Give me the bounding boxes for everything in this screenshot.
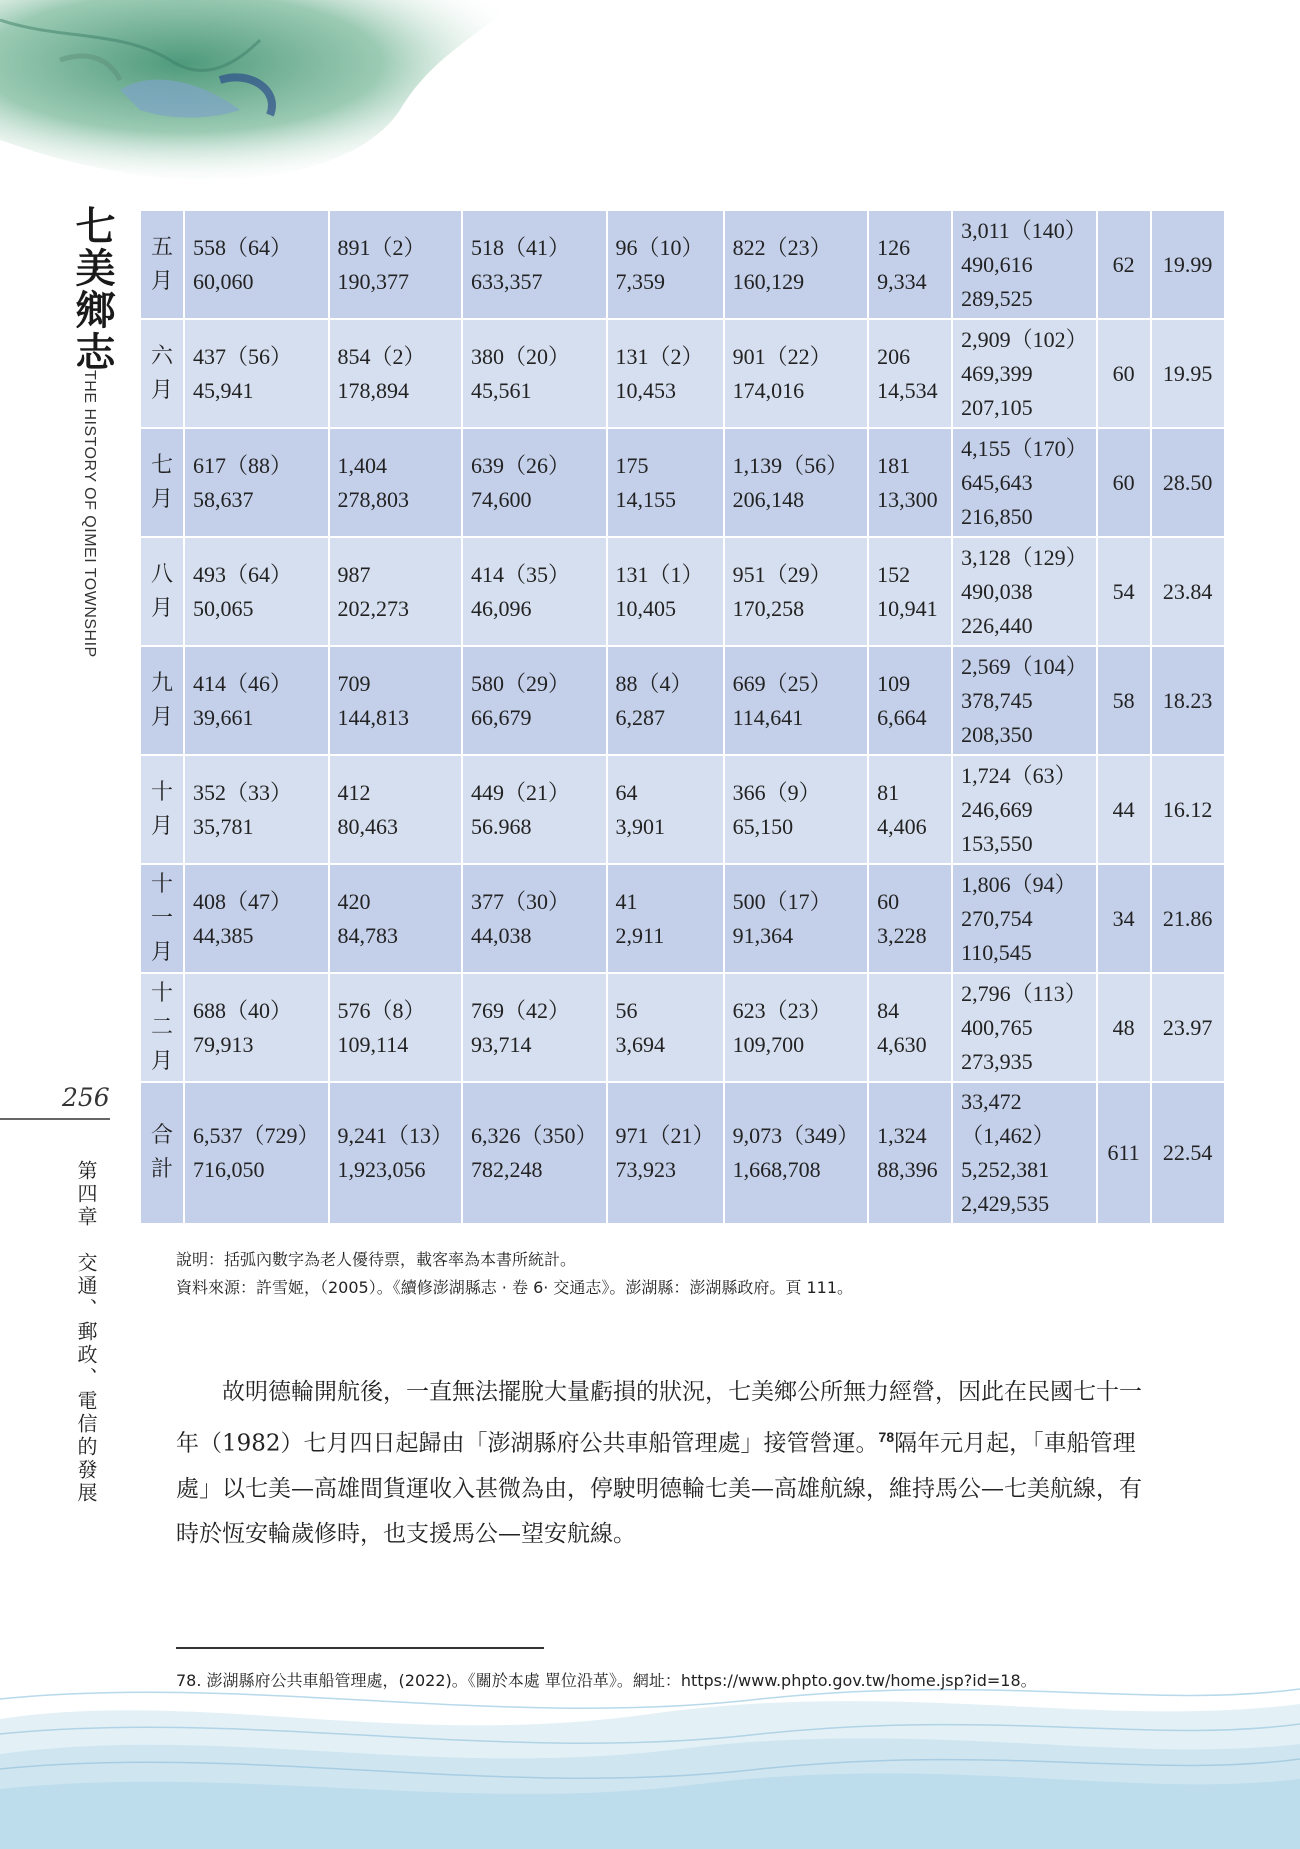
cell-value: 13,300	[877, 486, 938, 512]
table-cell: 54	[1097, 537, 1151, 646]
cell-value: 378,745	[961, 687, 1033, 713]
cell-value: 10,453	[615, 377, 677, 403]
cell-value: 56.968	[471, 813, 532, 839]
cell-value: 366（9）	[732, 779, 821, 805]
cell-value: 6,287	[615, 704, 666, 730]
table-cell	[607, 864, 724, 973]
cell-value: 3,128（129）	[961, 544, 1088, 570]
cell-value: 437（56）	[193, 343, 293, 369]
cell-value: 420	[337, 888, 371, 914]
table-notes	[176, 1246, 853, 1302]
table-cell	[607, 428, 724, 537]
cell-value: 14,155	[615, 486, 677, 512]
cell-value: 91,364	[732, 922, 794, 948]
cell-value: 39,661	[193, 704, 254, 730]
cell-value: 278,803	[337, 486, 410, 512]
cell-value: 518（41）	[471, 234, 571, 260]
cell-value: 6,664	[877, 704, 927, 730]
table-cell	[607, 319, 724, 428]
table-cell: 23.84	[1151, 537, 1225, 646]
cell-value: 639（26）	[471, 452, 571, 478]
cell-value: 891（2）	[337, 234, 426, 260]
cell-value: 6,326（350）	[471, 1123, 598, 1148]
cell-value: 2,911	[615, 922, 665, 948]
cell-value: 131（2）	[615, 343, 704, 369]
cell-value: 96（10）	[615, 234, 704, 260]
cell-value: 81	[877, 779, 900, 805]
table-cell	[607, 1082, 724, 1224]
cell-value: 58,637	[193, 486, 254, 512]
cell-value: 181	[877, 452, 911, 478]
cell-value: 45,941	[193, 377, 254, 403]
table-cell: 23.97	[1151, 973, 1225, 1082]
cell-value: 9,073（349）	[732, 1123, 860, 1148]
cell-value: 782,248	[471, 1157, 543, 1182]
cell-value: 174,016	[732, 377, 805, 403]
cell-value: 7,359	[615, 268, 666, 294]
cell-value: 60,060	[193, 268, 254, 294]
cell-value: 645,643	[961, 469, 1033, 495]
table-cell	[462, 428, 607, 537]
cell-value: 206,148	[732, 486, 805, 512]
cell-value: 9,334	[877, 268, 927, 294]
table-row	[140, 210, 1225, 319]
table-cell	[868, 864, 952, 973]
cell-value: 1,139（56）	[732, 452, 849, 478]
table-cell: 48	[1097, 973, 1151, 1082]
table-cell	[329, 428, 463, 537]
table-cell	[329, 1082, 463, 1224]
cell-value: 414（46）	[193, 670, 293, 696]
cell-value: 1,724（63）	[961, 762, 1077, 788]
cell-value: 190,377	[337, 268, 410, 294]
table-cell	[184, 210, 329, 319]
table-cell: 18.23	[1151, 646, 1225, 755]
table-cell	[868, 210, 952, 319]
cell-value: 412	[337, 779, 371, 805]
table-row	[140, 1082, 1225, 1224]
cell-value: 580（29）	[471, 670, 571, 696]
table-cell	[462, 755, 607, 864]
table-cell	[868, 973, 952, 1082]
cell-value: 558（64）	[193, 234, 293, 260]
cell-value: 144,813	[337, 704, 410, 730]
cell-value: 709	[337, 670, 371, 696]
cell-value: 1,404	[337, 452, 388, 478]
cell-value: 490,038	[961, 578, 1033, 604]
cell-value: 273,935	[961, 1048, 1033, 1074]
table-cell	[868, 319, 952, 428]
cell-value: 4,630	[877, 1031, 927, 1057]
cell-value: 93,714	[471, 1031, 532, 1057]
cell-value: 216,850	[961, 503, 1033, 529]
cell-value: 6,537（729）	[193, 1123, 320, 1148]
cell-value: 901（22）	[732, 343, 832, 369]
cell-value: 126	[877, 234, 911, 260]
cell-value: 10,405	[615, 595, 677, 621]
passenger-statistics-table	[139, 209, 1226, 1225]
table-cell: 60	[1097, 428, 1151, 537]
cell-value: 79,913	[193, 1031, 254, 1057]
table-cell: 21.86	[1151, 864, 1225, 973]
cell-value: 854（2）	[337, 343, 426, 369]
chapter-title: 第四章 交通、郵政、電信的發展	[74, 1160, 98, 1505]
cell-value: 769（42）	[471, 997, 571, 1023]
cell-value: 633,357	[471, 268, 543, 294]
table-cell	[329, 537, 463, 646]
cell-value: 5,252,381	[961, 1157, 1050, 1182]
cell-value: 688（40）	[193, 997, 293, 1023]
month-cell: 六 月	[140, 319, 184, 428]
cell-value: 60	[877, 888, 900, 914]
table-cell	[184, 537, 329, 646]
body-paragraph	[176, 1370, 1146, 1557]
cell-value: 114,641	[732, 704, 804, 730]
body-text-b: 隔年元月起，「車船管理處」以七美—高雄間貨運收入甚微為由，停駛明德輪七美—高雄航線，維持馬公—七美航線，有時於恆安輪歲修時，也支援馬公—望安航線。	[176, 1430, 1142, 1547]
table-cell	[329, 973, 463, 1082]
table-cell: 60	[1097, 319, 1151, 428]
table-cell	[952, 864, 1097, 973]
cell-value: 74,600	[471, 486, 532, 512]
table-cell	[329, 646, 463, 755]
cell-value: 490,616	[961, 251, 1033, 277]
table-cell	[952, 537, 1097, 646]
cell-value: 131（1）	[615, 561, 704, 587]
table-cell	[329, 210, 463, 319]
cell-value: 669（25）	[732, 670, 832, 696]
table-cell	[952, 210, 1097, 319]
table-cell: 34	[1097, 864, 1151, 973]
table-cell	[868, 428, 952, 537]
table-cell: 44	[1097, 755, 1151, 864]
cell-value: 2,796（113）	[961, 980, 1087, 1006]
table-cell	[607, 973, 724, 1082]
table-cell	[724, 973, 869, 1082]
table-cell: 62	[1097, 210, 1151, 319]
cell-value: 2,569（104）	[961, 653, 1088, 679]
cell-value: 109	[877, 670, 911, 696]
cell-value: 4,155（170）	[961, 435, 1088, 461]
table-row	[140, 973, 1225, 1082]
cell-value: 208,350	[961, 721, 1033, 747]
cell-value: 153,550	[961, 830, 1033, 856]
table-source: 資料來源：許雪姬，（2005）。《續修澎湖縣志 · 卷 6· 交通志》。澎湖縣：澎湖縣政府。頁 111。	[176, 1278, 854, 1297]
cell-value: 469,399	[961, 360, 1033, 386]
cell-value: 45,561	[471, 377, 532, 403]
cell-value: 1,806（94）	[961, 871, 1077, 897]
cell-value: 109,700	[732, 1031, 805, 1057]
table-cell	[184, 973, 329, 1082]
cell-value: 414（35）	[471, 561, 571, 587]
table-cell	[724, 864, 869, 973]
table-cell	[724, 428, 869, 537]
table-cell: 19.95	[1151, 319, 1225, 428]
cell-value: 971（21）	[615, 1123, 715, 1148]
cell-value: 73,923	[615, 1157, 677, 1182]
cell-value: 617（88）	[193, 452, 293, 478]
cell-value: 408（47）	[193, 888, 293, 914]
month-cell: 七 月	[140, 428, 184, 537]
table-cell	[952, 646, 1097, 755]
cell-value: 2,429,535	[961, 1191, 1050, 1216]
cell-value: 226,440	[961, 612, 1033, 638]
body-text-a: 故明德輪開航後，一直無法擺脫大量虧損的狀況，七美鄉公所無力經營，因此在民國七十一年（1982）七月四日起歸由「澎湖縣府公共車船管理處」接管營運。	[176, 1379, 1142, 1457]
cell-value: 160,129	[732, 268, 805, 294]
cell-value: 207,105	[961, 394, 1033, 420]
book-title: 七美鄉志	[69, 205, 116, 373]
cell-value: 3,694	[615, 1031, 666, 1057]
table-cell	[868, 755, 952, 864]
table-cell: 58	[1097, 646, 1151, 755]
cell-value: 9,241（13）	[337, 1123, 454, 1148]
table-cell	[462, 319, 607, 428]
cell-value: 493（64）	[193, 561, 293, 587]
table-cell	[724, 537, 869, 646]
table-cell	[724, 755, 869, 864]
table-cell: 611	[1097, 1082, 1151, 1224]
cell-value: 1,324	[877, 1123, 927, 1148]
cell-value: 1,923,056	[337, 1157, 426, 1182]
cell-value: 377（30）	[471, 888, 571, 914]
cell-value: 88,396	[877, 1157, 938, 1182]
table-cell	[184, 428, 329, 537]
table-cell	[462, 864, 607, 973]
table-cell	[607, 646, 724, 755]
cell-value: 716,050	[193, 1157, 265, 1182]
cell-value: 202,273	[337, 595, 410, 621]
table-cell: 22.54	[1151, 1082, 1225, 1224]
cell-value: 46,096	[471, 595, 532, 621]
table-row	[140, 537, 1225, 646]
footnote-reference: 78	[878, 1429, 895, 1445]
cell-value: 270,754	[961, 905, 1033, 931]
cell-value: 84,783	[337, 922, 399, 948]
footnote: 78. 澎湖縣府公共車船管理處，(2022)。《關於本處 單位沿革》。網址：https://www.phpto.gov.tw/home.jsp?id=18。	[176, 1671, 1037, 1690]
cell-value: 64	[615, 779, 638, 805]
month-cell: 十 一 月	[140, 864, 184, 973]
cell-value: 33,472	[961, 1089, 1022, 1114]
table-cell	[952, 319, 1097, 428]
cell-value: 380（20）	[471, 343, 571, 369]
table-cell	[462, 646, 607, 755]
month-cell: 合 計	[140, 1082, 184, 1224]
cell-value: 1,668,708	[732, 1157, 821, 1182]
cell-value: 88（4）	[615, 670, 693, 696]
cell-value: 206	[877, 343, 911, 369]
table-cell	[184, 1082, 329, 1224]
cell-value: 3,011（140）	[961, 217, 1087, 243]
cell-value: 951（29）	[732, 561, 832, 587]
month-cell: 八 月	[140, 537, 184, 646]
cell-value: 2,909（102）	[961, 326, 1088, 352]
cell-value: 65,150	[732, 813, 794, 839]
cell-value: 84	[877, 997, 900, 1023]
cell-value: 400,765	[961, 1014, 1033, 1040]
cell-value: 3,901	[615, 813, 666, 839]
cell-value: 352（33）	[193, 779, 293, 805]
table-cell	[462, 973, 607, 1082]
table-cell	[184, 755, 329, 864]
table-cell	[868, 646, 952, 755]
table-cell	[329, 864, 463, 973]
cell-value: 3,228	[877, 922, 927, 948]
table-cell	[184, 646, 329, 755]
cell-value: 109,114	[337, 1031, 409, 1057]
table-cell	[952, 755, 1097, 864]
table-cell	[952, 428, 1097, 537]
table-cell	[184, 864, 329, 973]
table-row	[140, 864, 1225, 973]
table-cell	[868, 1082, 952, 1224]
month-cell: 九 月	[140, 646, 184, 755]
cell-value: 66,679	[471, 704, 532, 730]
table-cell	[952, 973, 1097, 1082]
footnote-rule	[176, 1647, 544, 1649]
cell-value: 289,525	[961, 285, 1033, 311]
table-row	[140, 319, 1225, 428]
table-cell	[607, 210, 724, 319]
table-cell	[952, 1082, 1097, 1224]
cell-value: 175	[615, 452, 649, 478]
table-cell	[868, 537, 952, 646]
cell-value: 10,941	[877, 595, 938, 621]
table-cell	[462, 537, 607, 646]
page-number-rule	[0, 1118, 110, 1120]
cell-value: 987	[337, 561, 371, 587]
cell-value: 44,038	[471, 922, 532, 948]
cell-value: 35,781	[193, 813, 254, 839]
cell-value: （1,462）	[961, 1123, 1055, 1148]
cell-value: 50,065	[193, 595, 254, 621]
table-cell	[462, 210, 607, 319]
table-cell: 28.50	[1151, 428, 1225, 537]
table-cell	[607, 755, 724, 864]
table-cell	[724, 210, 869, 319]
table-cell	[724, 646, 869, 755]
cell-value: 110,545	[961, 939, 1032, 965]
cell-value: 44,385	[193, 922, 254, 948]
cell-value: 4,406	[877, 813, 927, 839]
cell-value: 576（8）	[337, 997, 426, 1023]
cell-value: 822（23）	[732, 234, 832, 260]
cell-value: 623（23）	[732, 997, 832, 1023]
table-note: 說明：括弧內數字為老人優待票，載客率為本書所統計。	[176, 1250, 577, 1269]
cell-value: 152	[877, 561, 911, 587]
table-cell	[329, 755, 463, 864]
book-title-english: THE HISTORY OF QIMEI TOWNSHIP	[81, 370, 98, 658]
month-cell: 十 二 月	[140, 973, 184, 1082]
page-number: 256	[62, 1083, 110, 1112]
cell-value: 170,258	[732, 595, 805, 621]
cell-value: 14,534	[877, 377, 938, 403]
table-cell: 19.99	[1151, 210, 1225, 319]
table-cell	[724, 319, 869, 428]
month-cell: 五 月	[140, 210, 184, 319]
table-row	[140, 428, 1225, 537]
table-cell	[462, 1082, 607, 1224]
cell-value: 80,463	[337, 813, 399, 839]
cell-value: 449（21）	[471, 779, 571, 805]
table-cell	[329, 319, 463, 428]
table-cell	[607, 537, 724, 646]
table-cell	[724, 1082, 869, 1224]
cell-value: 500（17）	[732, 888, 832, 914]
cell-value: 41	[615, 888, 638, 914]
cell-value: 178,894	[337, 377, 410, 403]
decorative-landscape-illustration	[0, 0, 520, 200]
table-cell	[184, 319, 329, 428]
month-cell: 十 月	[140, 755, 184, 864]
table-cell: 16.12	[1151, 755, 1225, 864]
table-row	[140, 646, 1225, 755]
cell-value: 56	[615, 997, 638, 1023]
cell-value: 246,669	[961, 796, 1033, 822]
table-row	[140, 755, 1225, 864]
